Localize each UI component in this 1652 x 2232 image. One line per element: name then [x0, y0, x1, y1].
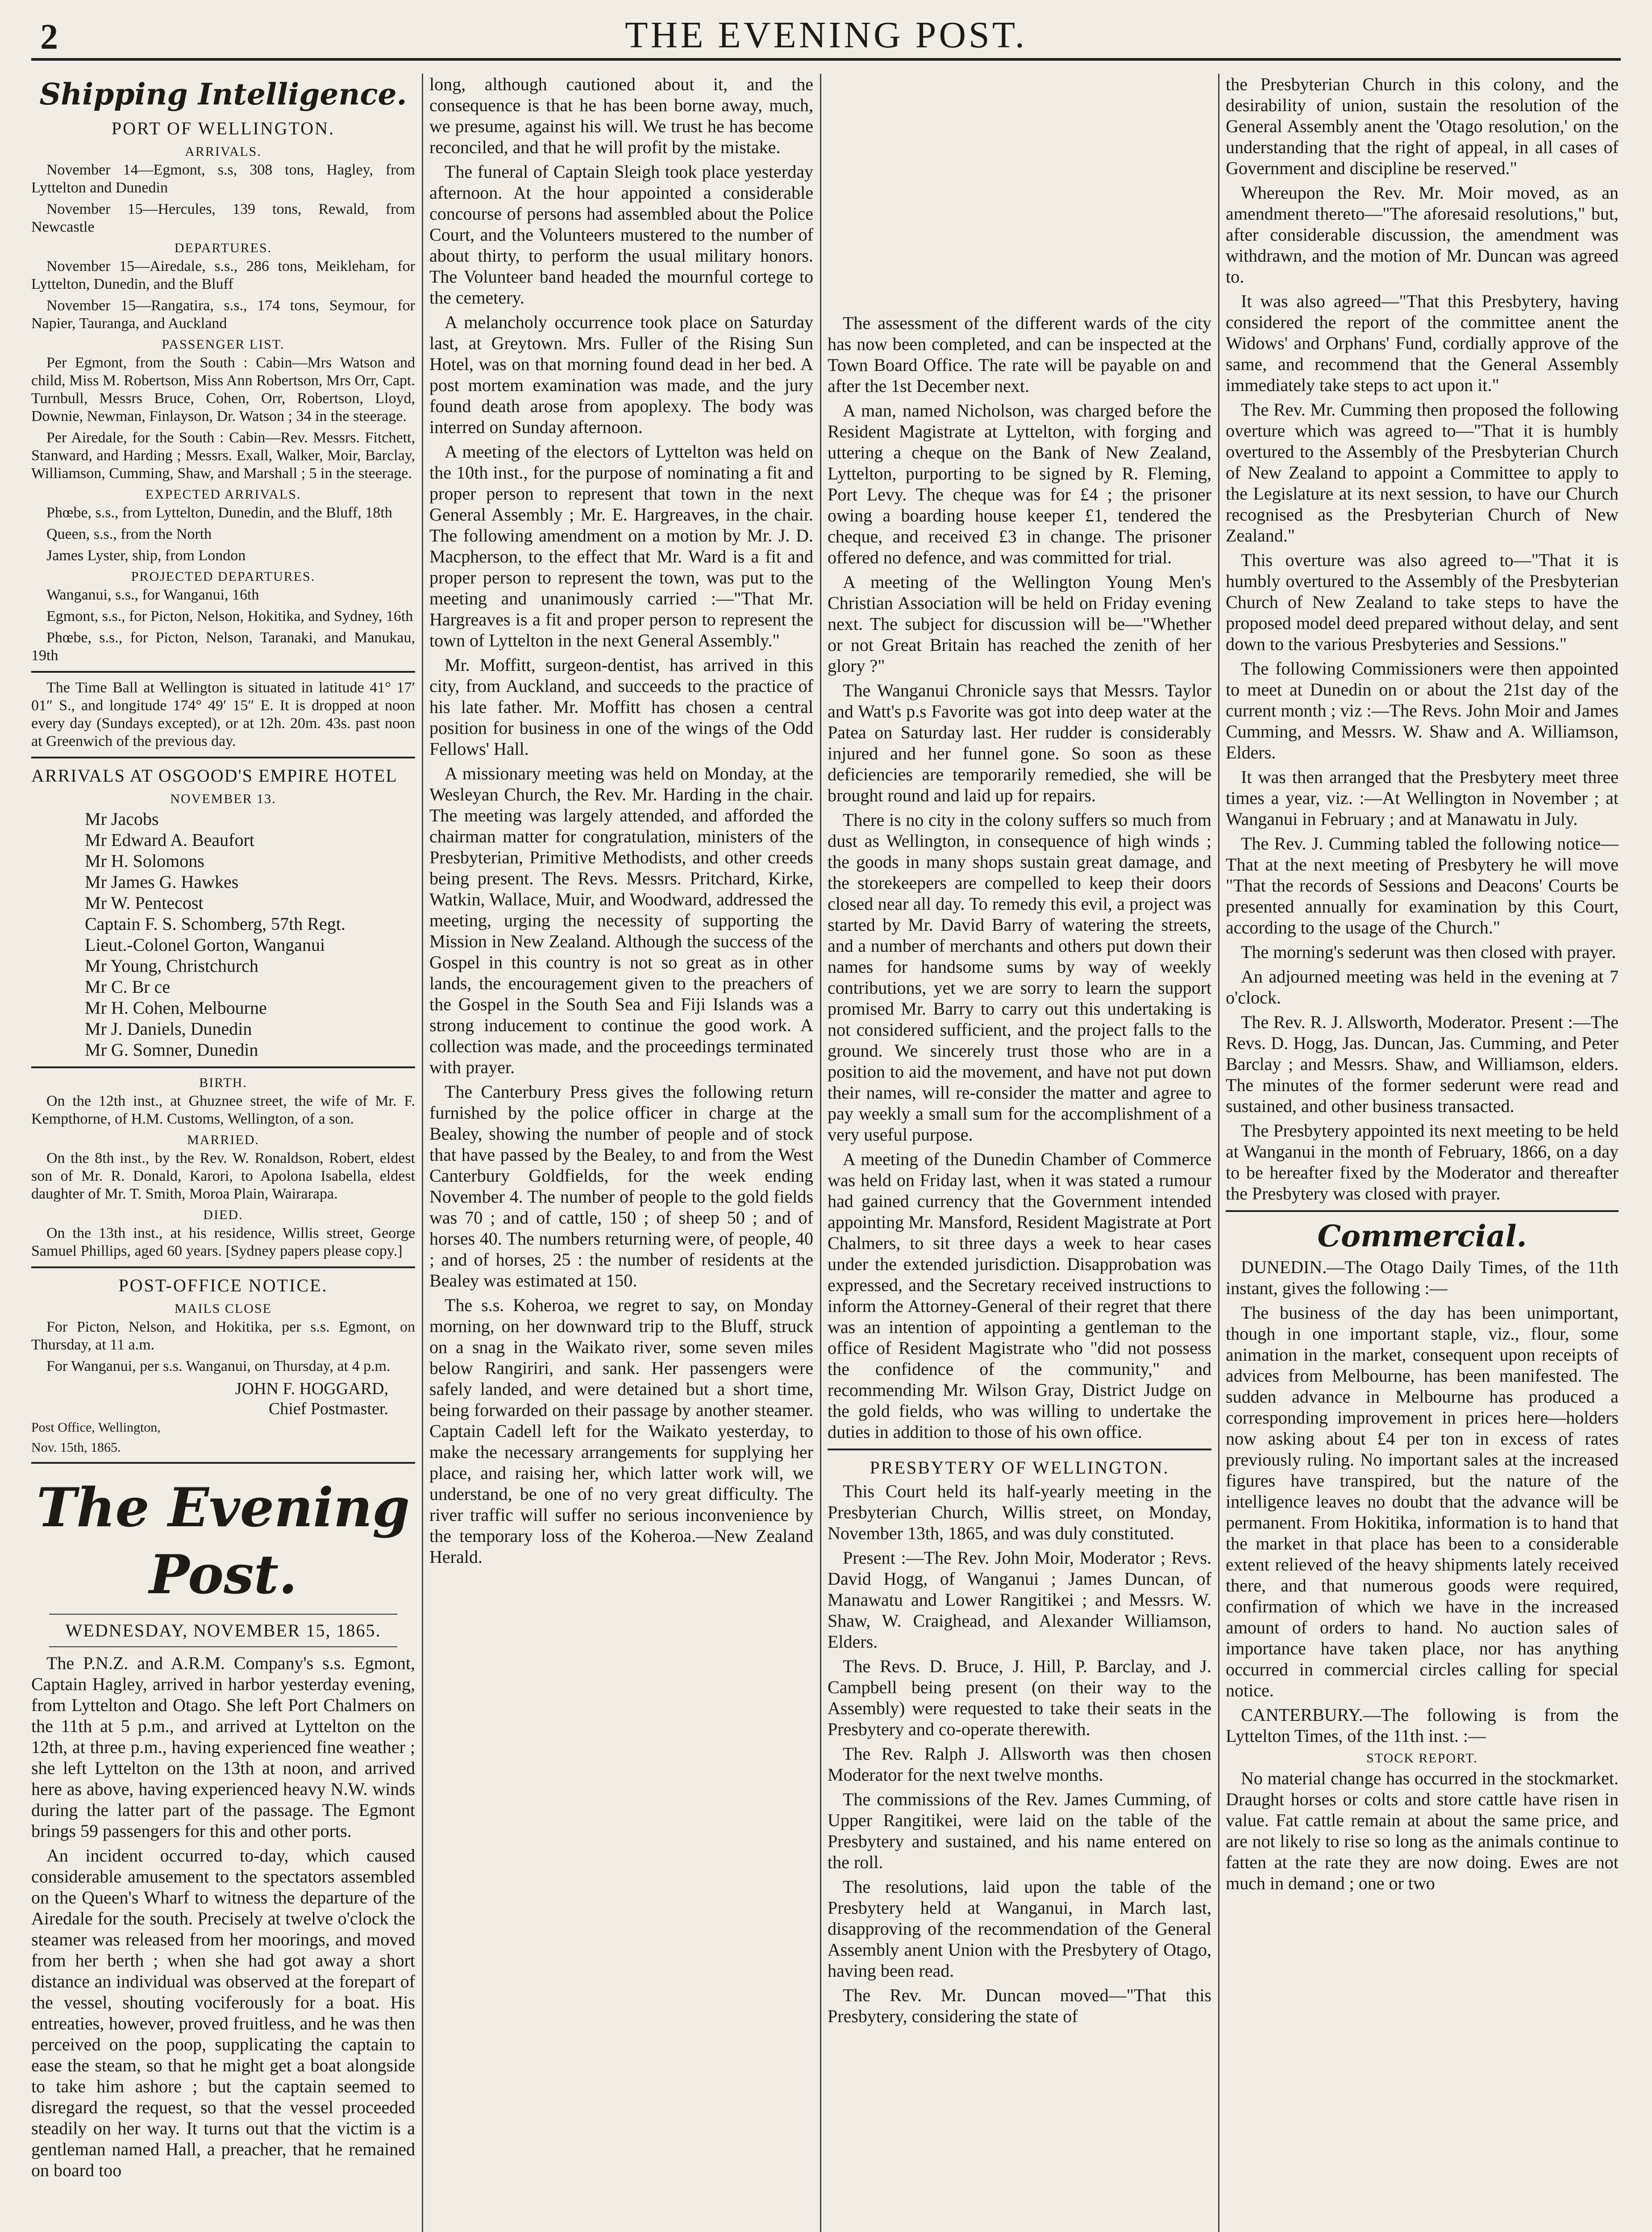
- article-paragraph: The Wanganui Chronicle says that Messrs. Taylor and Watt's p.s Favorite was got into deep water at the Patea on Saturday last. Her rudder is considerably injured and her funnel gone. So soon as these deficiencies are temporarily remedied, she will be brought round and laid up for repairs.: [828, 680, 1211, 805]
- list-item: Mr G. Somner, Dunedin: [85, 1040, 258, 1060]
- list-item: Mr H. Cohen, Melbourne: [85, 998, 267, 1018]
- article-paragraph: The P.N.Z. and A.R.M. Company's s.s. Egmont, Captain Hagley, arrived in harbor yesterday evening, from Lyttelton and Otago. She left Port Chalmers on the 11th at 5 p.m., and arrived at Lyttelton on the 12th, at three p.m., having experienced fine weather ; she left Lyttelton on the 13th at noon, and arrived here as above, having experienced heavy N.W. winds during the latter part of the passage. The Egmont brings 59 passengers for this and other ports.: [31, 1653, 415, 1841]
- list-item: Mr Young, Christchurch: [85, 956, 258, 976]
- page-number: 2: [40, 17, 58, 57]
- list-item: Mr W. Pentecost: [85, 893, 204, 913]
- article-paragraph: A meeting of the Wellington Young Men's Christian Association will be held on Friday evening next. The subject for discussion will be—"Whether or not Great Britain has reached the zenith of her glory ?": [828, 572, 1211, 676]
- article-paragraph: The Rev. Mr. Duncan moved—"That this Presbytery, considering the state of: [828, 1985, 1211, 2026]
- article-paragraph: The funeral of Captain Sleigh took place yesterday afternoon. At the hour appointed a considerable concourse of persons had assembled about the Police Court, and the Volunteers mustered to the number of about thirty, to perform the usual military honors. The Volunteer band headed the mournful cortege to the cemetery.: [429, 162, 813, 308]
- projected-item: Wanganui, s.s., for Wanganui, 16th: [46, 587, 259, 603]
- list-item: Mr C. Br ce: [85, 977, 171, 997]
- expected-item: Phœbe, s.s., from Lyttelton, Dunedin, and the Bluff, 18th: [46, 504, 392, 521]
- osgood-heading: ARRIVALS AT OSGOOD'S EMPIRE HOTEL: [31, 766, 398, 786]
- departures-heading: DEPARTURES.: [174, 241, 272, 255]
- arrivals-heading: ARRIVALS.: [185, 144, 262, 159]
- arrival-item: November 14—Egmont, s.s, 308 tons, Hagley, from Lyttelton and Dunedin: [31, 162, 415, 196]
- article-paragraph: The Presbytery appointed its next meeting to be held at Wanganui in the month of February, 1866, on a day to be hereafter fixed by the Moderator and thereafter the Presbytery was closed with prayer.: [1226, 1120, 1619, 1203]
- article-paragraph: The s.s. Koheroa, we regret to say, on Monday morning, on her downward trip to the Bluff, struck on a snag in the Waikato river, some seven miles below Rangiriri, and sank. Her passengers were safely landed, and were detained but a short time, being forwarded on their passage by another steamer. Captain Cadell left for the Waikato yesterday, to make the necessary arrangements for supplying her place, and raising her, which latter work will, we understand, be one of no very great difficulty. The river traffic will suffer no serious inconvenience by the temporary loss of the Koheroa.—New Zealand Herald.: [429, 1295, 813, 1567]
- article-paragraph: DUNEDIN.—The Otago Daily Times, of the 11th instant, gives the following :—: [1226, 1257, 1619, 1298]
- died-heading: DIED.: [203, 1208, 243, 1222]
- departure-item: November 15—Rangatira, s.s., 174 tons, Seymour, for Napier, Tauranga, and Auckland: [31, 297, 415, 332]
- time-ball-notice: The Time Ball at Wellington is situated in latitude 41° 17′ 01″ S., and longitude 174° 49′ 15″ E. It is dropped at noon every day (Sundays excepted), or at 12h. 20m. 43s. past noon at Greenwich of the previous day.: [31, 679, 415, 750]
- divider: [31, 671, 415, 673]
- article-paragraph: CANTERBURY.—The following is from the Lyttelton Times, of the 11th inst. :—: [1226, 1705, 1619, 1746]
- article-paragraph: There is no city in the colony suffers so much from dust as Wellington, in consequence of high winds ; the goods in many shops sustain great damage, and the storekeepers are compelled to keep their doors closed near all day. To remedy this evil, a project was started by Mr. David Barry of watering the streets, and a number of merchants and others put down their names for handsome sums by way of weekly contributions, yet we are sorry to learn the support promised Mr. Barry to carry out this undertaking is not considered sufficient, and the project falls to the ground. We sincerely trust those who are in a position to aid the movement, and have not put down their names, will re-consider the matter and agree to pay weekly a small sum for the accomplishment of a very useful purpose.: [828, 810, 1211, 1145]
- article-paragraph: The Rev. Mr. Cumming then proposed the following overture which was agreed to—"That it is humbly overtured to the Assembly of the Presbyterian Church of New Zealand to appoint a Committee to apply to the Legislature at its next session, to have our Church recognised as the Presbyterian Church of New Zealand.": [1226, 400, 1619, 546]
- postmaster-title: Chief Postmaster.: [268, 1399, 388, 1418]
- article-paragraph: An adjourned meeting was held in the evening at 7 o'clock.: [1226, 966, 1619, 1008]
- expected-item: James Lyster, ship, from London: [46, 547, 246, 564]
- article-paragraph: A meeting of the electors of Lyttelton was held on the 10th inst., for the purpose of nominating a fit and proper person to represent that town in the next General Assembly ; Mr. E. Hargreaves, in the chair. The following amendment on a motion by Mr. J. D. Macpherson, to the effect that Mr. Ward is a fit and proper person to represent the town, was put to the meeting and unanimously carried :—"That Mr. Hargreaves is a fit and proper person to represent the town of Lyttelton in the next General Assembly.": [429, 441, 813, 650]
- expected-item: Queen, s.s., from the North: [46, 526, 212, 542]
- article-paragraph: A missionary meeting was held on Monday, at the Wesleyan Church, the Rev. Mr. Harding in the chair. The meeting was largely attended, and afforded the chairman matter for congratulation, ministers of the Presbyterian, Primitive Methodists, and other creeds being present. The Revs. Messrs. Pritchard, Kirke, Watkin, Wallace, Muir, and Woodward, addressed the meeting, urging the necessity of supporting the Mission in New Zealand. Although the success of the Gospel in this country is not so great as in other lands, the encouragement given to the preachers of the Gospel in the South Sea and Fiji Islands was a strong inducement to continue the good work. A collection was made, and the proceedings terminated with prayer.: [429, 763, 813, 1077]
- stock-report-heading: STOCK REPORT.: [1366, 1751, 1478, 1766]
- article-paragraph: The resolutions, laid upon the table of the Presbytery held at Wanganui, in March last, disapproving of the recommendation of the General Assembly anent Union with the Presbytery of Otago, having been read.: [828, 1877, 1211, 1981]
- paper-date: WEDNESDAY, NOVEMBER 15, 1865.: [65, 1620, 381, 1641]
- list-item: Mr H. Solomons: [85, 851, 204, 871]
- passenger-item: Per Egmont, from the South : Cabin—Mrs Watson and child, Miss M. Robertson, Miss Ann Robertson, Mrs Orr, Capt. Turnbull, Messrs Bruce, Cohen, Orr, Robertson, Lloyd, Downie, Newman, Finlayson, Dr. Watson ; 34 in the steerage.: [31, 354, 415, 425]
- article-paragraph: the Presbyterian Church in this colony, and the desirability of union, sustain the resolution of the General Assembly anent the 'Otago resolution,' on the understanding that the right of appeal, in all cases of Government and discipline be reserved.": [1226, 74, 1619, 178]
- article-paragraph: The Rev. Ralph J. Allsworth was then chosen Moderator for the next twelve months.: [828, 1744, 1211, 1785]
- departure-item: November 15—Airedale, s.s., 286 tons, Meikleham, for Lyttelton, Dunedin, and the Bluff: [31, 258, 415, 292]
- list-item: Mr Jacobs: [85, 809, 159, 829]
- expected-heading: EXPECTED ARRIVALS.: [145, 487, 301, 502]
- list-item: Mr Edward A. Beaufort: [85, 830, 254, 850]
- article-paragraph: A man, named Nicholson, was charged before the Resident Magistrate at Lyttelton, with forging and uttering a cheque on the Bank of New Zealand, Lyttelton, purporting to be signed by R. Fleming, Port Levy. The cheque was for £4 ; the prisoner owing a boarding house keeper £1, tendered the cheque, and received £3 in change. The prisoner offered no defence, and was committed for trial.: [828, 400, 1211, 567]
- commercial-heading: Commercial.: [1317, 1219, 1527, 1253]
- married-notice: On the 8th inst., by the Rev. W. Ronaldson, Robert, eldest son of Mr. R. Donald, Karori, to Apolona Isabella, eldest daughter of Mr. T. Smith, Moroa Plain, Wairarapa.: [31, 1150, 415, 1202]
- article-paragraph: A meeting of the Dunedin Chamber of Commerce was held on Friday last, when it was stated a rumour had gained currency that the Government intended appointing Mr. Mansford, Resident Magistrate at Port Chalmers, to sit three days a week to hear cases under the extended jurisdiction. Disapprobation was expressed, and the Secretary received instructions to inform the Attorney-General of their regret that there was an intention of appointing a gentleman to the office of Resident Magistrate who "did not possess the confidence of the community," and recommending Mr. Wilson Gray, District Judge on the gold fields, who was willing to undertake the duties in addition to those of his own office.: [828, 1149, 1211, 1442]
- passenger-heading: PASSENGER LIST.: [162, 337, 285, 352]
- divider: [31, 1462, 415, 1464]
- port-heading: PORT OF WELLINGTON.: [111, 118, 335, 138]
- birth-notice: On the 12th inst., at Ghuznee street, the wife of Mr. F. Kempthorne, of H.M. Customs, Wellington, of a son.: [31, 1093, 415, 1127]
- article-paragraph: Whereupon the Rev. Mr. Moir moved, as an amendment thereto—"The aforesaid resolutions," but, after considerable discussion, the amendment was withdrawn, and the motion of Mr. Duncan was agreed to.: [1226, 183, 1619, 287]
- article-paragraph: The Rev. J. Cumming tabled the following notice—That at the next meeting of Presbytery he will move "That the records of Sessions and Deacons' Courts be presented annually for examination by this Court, according to the usage of the Church.": [1226, 833, 1619, 937]
- article-paragraph: The Canterbury Press gives the following return furnished by the police officer in charge at the Bealey, showing the number of people and of stock that have passed by the Bealey, to and from the West Canterbury Goldfields, for the week ending November 4. The number of people to the gold fields was 70 ; and of cattle, 150 ; of sheep 50 ; and of horses 40. The numbers returning were, of people, 40 ; and of horses, 25 : the number of residents at the Bealey was estimated at 150.: [429, 1082, 813, 1291]
- article-paragraph: long, although cautioned about it, and the consequence is that he has been borne away, much, we presume, against his will. We trust he has become reconciled, and that he will profit by the mistake.: [429, 74, 813, 157]
- article-paragraph: This overture was also agreed to—"That it is humbly overtured to the Assembly of the Presbyterian Church of New Zealand to take steps to have the proposed model deed prepared without delay, and sent down to the various Presbyteries and Sessions.": [1226, 550, 1619, 654]
- column-3: [828, 312, 1211, 2232]
- birth-heading: BIRTH.: [199, 1075, 247, 1090]
- column-rule: [820, 74, 821, 2232]
- article-paragraph: The Revs. D. Bruce, J. Hill, P. Barclay, and J. Campbell being present (on their way to the Assembly) were requested to take their seats in the Presbytery and co-operate therewith.: [828, 1656, 1211, 1739]
- divider: [828, 1449, 1211, 1450]
- postoffice-heading: POST-OFFICE NOTICE.: [118, 1275, 328, 1295]
- article-paragraph: The business of the day has been unimportant, though in one important staple, viz., flour, some animation in the market, consequent upon receipts of advices from Melbourne, has been manifested. The sudden advance in Melbourne has produced a corresponding improvement in prices here—holders now asking about £4 per ton in excess of rates previously ruling. No important sales at the increased figures have transpired, but the nature of the intelligence leaves no doubt that the advance will be permanent. From Hokitika, information is to hand that the market in that place has been to a considerable extent relieved of the heavy shipments lately received there, and that numerous goods were required, confirmation of which we have in the increased amount of orders to hand. No auction sales of importance have taken place, nor has anything occurred in commercial circles calling for special notice.: [1226, 1303, 1619, 1700]
- article-paragraph: No material change has occurred in the stockmarket. Draught horses or colts and store cattle have risen in value. Fat cattle remain at about the same price, and are not likely to rise so long as the animals continue to fatten at the rate they are now doing. Ewes are not much in demand ; one or two: [1226, 1768, 1619, 1893]
- osgood-date: NOVEMBER 13.: [170, 791, 276, 806]
- mail-item: For Picton, Nelson, and Hokitika, per s.s. Egmont, on Thursday, at 11 a.m.: [31, 1319, 415, 1353]
- article-paragraph: This Court held its half-yearly meeting in the Presbyterian Church, Willis street, on Monday, November 13th, 1865, and was duly constituted.: [828, 1481, 1211, 1543]
- projected-item: Phœbe, s.s., for Picton, Nelson, Taranaki, and Manukau, 19th: [31, 629, 415, 664]
- column-2: [429, 74, 813, 2232]
- article-paragraph: The morning's sederunt was then closed with prayer.: [1241, 942, 1616, 962]
- column-4: [1226, 74, 1619, 2232]
- article-paragraph: The Rev. R. J. Allsworth, Moderator. Present :—The Revs. D. Hogg, Jas. Duncan, Jas. Cumming, and Peter Barclay ; and Messrs. Shaw, and Williamson, elders. The minutes of the former sederunt were read and sustained, and other business transacted.: [1226, 1012, 1619, 1116]
- divider: [31, 1066, 415, 1068]
- divider: [49, 1614, 397, 1615]
- list-item: Captain F. S. Schomberg, 57th Regt.: [85, 914, 345, 934]
- divider: [31, 757, 415, 758]
- article-paragraph: The assessment of the different wards of the city has now been completed, and can be inspected at the Town Board Office. The rate will be payable on and after the 1st December next.: [828, 313, 1211, 396]
- post-office-date: Nov. 15th, 1865.: [31, 1440, 121, 1455]
- list-item: Mr James G. Hawkes: [85, 872, 239, 892]
- article-paragraph: It was then arranged that the Presbytery meet three times a year, viz. :—At Wellington in November ; at Wanganui in February ; and at Manawatu in July.: [1226, 767, 1619, 829]
- presbytery-heading: PRESBYTERY OF WELLINGTON.: [870, 1457, 1169, 1478]
- mail-item: For Wanganui, per s.s. Wanganui, on Thursday, at 4 p.m.: [46, 1358, 391, 1374]
- projected-heading: PROJECTED DEPARTURES.: [131, 569, 316, 584]
- post-office-place: Post Office, Wellington,: [31, 1420, 161, 1435]
- column-rule: [422, 74, 423, 2232]
- paper-title: The Evening Post.: [36, 1476, 410, 1606]
- divider: [1226, 1210, 1619, 1212]
- married-heading: MARRIED.: [187, 1133, 259, 1147]
- article-paragraph: The following Commissioners were then appointed to meet at Dunedin on or about the 21st day of the current month ; viz :—The Revs. John Moir and James Cumming, and Messrs. W. Shaw and A. Williamson, Elders.: [1226, 658, 1619, 762]
- projected-item: Egmont, s.s., for Picton, Nelson, Hokitika, and Sydney, 16th: [46, 608, 413, 625]
- column-rule: [1218, 74, 1219, 2232]
- divider: [49, 1646, 397, 1647]
- mails-close-heading: MAILS CLOSE: [175, 1301, 272, 1316]
- shipping-heading: Shipping Intelligence.: [39, 77, 407, 112]
- arrival-item: November 15—Hercules, 139 tons, Rewald, from Newcastle: [31, 201, 415, 235]
- article-paragraph: An incident occurred to-day, which caused considerable amusement to the spectators assembled on the Queen's Wharf to witness the departure of the Airedale for the south. Precisely at twelve o'clock the steamer was released from her moorings, and moved from her berth ; when she had got away a short distance an individual was observed at the forepart of the vessel, shouting vociferously for a boat. His entreaties, however, proved fruitless, and he was then perceived on the poop, supplicating the captain to ease the steam, so that he might get a boat alongside to take him ashore ; but the captain seemed to disregard the request, so that the vessel proceeded steadily on her way. It turns out that the victim is a gentleman named Hall, a preacher, that he remained on board too: [31, 1845, 415, 2180]
- died-notice: On the 13th inst., at his residence, Willis street, George Samuel Phillips, aged 60 years. [Sydney papers please copy.]: [31, 1225, 415, 1259]
- list-item: Mr J. Daniels, Dunedin: [85, 1019, 252, 1039]
- masthead: THE EVENING POST.: [625, 14, 1027, 56]
- osgood-guest-list: [31, 808, 415, 1060]
- divider: [31, 1266, 415, 1268]
- article-paragraph: The commissions of the Rev. James Cumming, of Upper Rangitikei, were laid on the table of the Presbytery and sustained, and his name entered on the roll.: [828, 1789, 1211, 1872]
- article-paragraph: Mr. Moffitt, surgeon-dentist, has arrived in this city, from Auckland, and succeeds to the practice of his late father. Mr. Moffitt has chosen a central position for business in one of the wings of the Odd Fellows' Hall.: [429, 655, 813, 759]
- postmaster-name: JOHN F. HOGGARD,: [235, 1379, 388, 1398]
- column-1: [31, 74, 415, 2232]
- article-paragraph: Present :—The Rev. John Moir, Moderator ; Revs. David Hogg, of Wanganui ; James Duncan, of Manawatu and Lower Rangitikei ; and Messrs. W. Shaw, W. Craighead, and Alexander Williamson, Elders.: [828, 1548, 1211, 1652]
- article-paragraph: A melancholy occurrence took place on Saturday last, at Greytown. Mrs. Fuller of the Rising Sun Hotel, was on that morning found dead in her bed. A post mortem examination was made, and the jury found death arose from apoplexy. The body was interred on Sunday afternoon.: [429, 312, 813, 437]
- passenger-item: Per Airedale, for the South : Cabin—Rev. Messrs. Fitchett, Stanward, and Harding ; Messrs. Exall, Walker, Moir, Barclay, Williamson, Cumming, Shaw, and Marshall ; 5 in the steerage.: [31, 429, 415, 482]
- list-item: Lieut.-Colonel Gorton, Wanganui: [85, 935, 325, 955]
- page-header: [31, 9, 1621, 61]
- article-paragraph: It was also agreed—"That this Presbytery, having considered the report of the committee anent the Widows' and Orphans' Fund, cordially approve of the same, and recommend that the General Assembly immediately take steps to act upon it.": [1226, 291, 1619, 395]
